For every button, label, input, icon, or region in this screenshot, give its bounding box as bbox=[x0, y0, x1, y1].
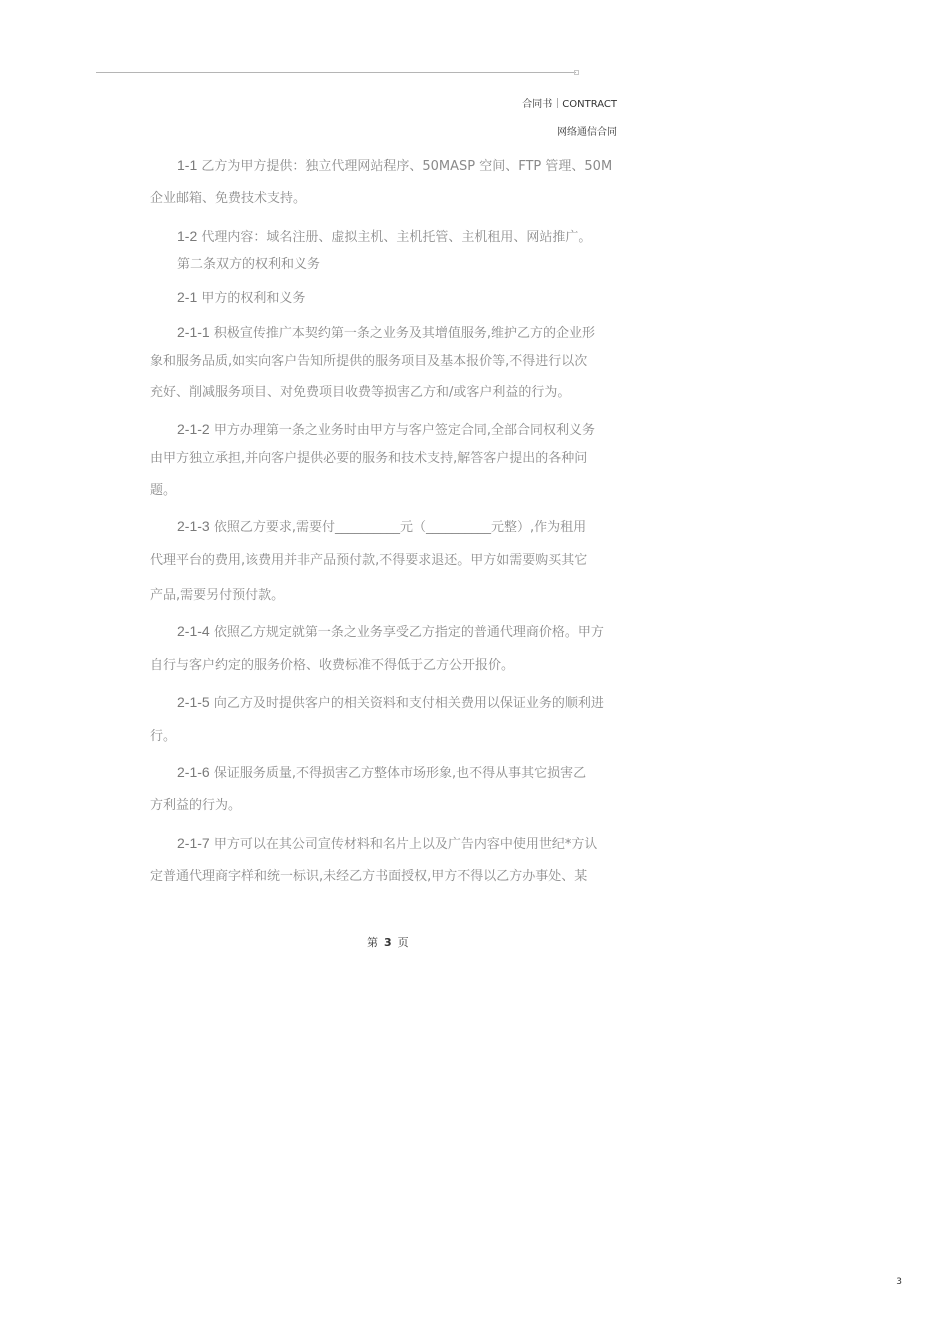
line-text: 依照乙方要求,需要付__________元（__________元整）,作为租用 bbox=[209, 520, 587, 535]
paragraph-line bbox=[150, 450, 587, 468]
clause-number: 2-1-2 bbox=[177, 421, 210, 437]
line-text: 产品,需要另付预付款。 bbox=[150, 588, 285, 603]
line-text: 代理内容：域名注册、虚拟主机、主机托管、主机租用、网站推广。 bbox=[197, 230, 592, 245]
paragraph-line bbox=[177, 763, 586, 783]
line-text: 甲方办理第一条之业务时由甲方与客户签定合同,全部合同权利义务 bbox=[209, 423, 595, 438]
paragraph-line bbox=[177, 834, 597, 854]
paragraph-line bbox=[150, 190, 306, 208]
paragraph-line bbox=[177, 420, 595, 440]
page-suffix: 页 bbox=[397, 936, 409, 949]
clause-number: 2-1-4 bbox=[177, 623, 210, 639]
line-text: 甲方的权利和义务 bbox=[197, 291, 306, 306]
clause-number: 2-1-3 bbox=[177, 518, 210, 534]
line-text: 定普通代理商字样和统一标识,未经乙方书面授权,甲方不得以乙方办事处、某 bbox=[150, 869, 588, 884]
clause-number: 2-1-7 bbox=[177, 835, 210, 851]
paragraph-line bbox=[177, 693, 604, 713]
page-number: 3 bbox=[384, 936, 392, 949]
clause-number: 2-1-1 bbox=[177, 324, 210, 340]
paragraph-line bbox=[150, 384, 570, 402]
paragraph-line bbox=[177, 156, 612, 176]
paragraph-line bbox=[177, 227, 591, 247]
line-text: 方利益的行为。 bbox=[150, 798, 242, 813]
line-text: 向乙方及时提供客户的相关资料和支付相关费用以保证业务的顺利进 bbox=[209, 696, 604, 711]
page-footer bbox=[367, 934, 409, 950]
paragraph-line bbox=[150, 868, 587, 886]
paragraph-line bbox=[177, 517, 586, 537]
line-text: 代理平台的费用,该费用并非产品预付款,不得要求退还。甲方如需要购买其它 bbox=[150, 553, 588, 568]
clause-number: 1-2 bbox=[177, 228, 198, 244]
paragraph-line bbox=[177, 323, 595, 343]
paragraph-line bbox=[150, 797, 241, 815]
line-text: 积极宣传推广本契约第一条之业务及其增值服务,维护乙方的企业形 bbox=[209, 326, 595, 341]
header-subtitle: 网络通信合同 bbox=[557, 127, 617, 138]
line-text: 题。 bbox=[150, 483, 177, 498]
paragraph-line bbox=[177, 622, 604, 642]
line-text: 依照乙方规定就第一条之业务享受乙方指定的普通代理商价格。甲方 bbox=[209, 625, 604, 640]
paragraph-line bbox=[177, 288, 305, 308]
line-text: 甲方可以在其公司宣传材料和名片上以及广告内容中使用世纪*方认 bbox=[209, 837, 598, 852]
line-text: 乙方为甲方提供：独立代理网站程序、50MASP 空间、FTP 管理、50M bbox=[197, 159, 613, 174]
line-text: 充好、削减服务项目、对免费项目收费等损害乙方和/或客户利益的行为。 bbox=[150, 385, 571, 400]
paragraph-line bbox=[150, 552, 587, 570]
clause-number: 2-1 bbox=[177, 289, 198, 305]
corner-page-number: 3 bbox=[896, 1277, 902, 1287]
paragraph-line bbox=[150, 657, 514, 675]
line-text: 第二条双方的权利和义务 bbox=[177, 257, 321, 272]
header-rule-end-mark bbox=[574, 70, 579, 75]
paragraph-line bbox=[150, 587, 284, 605]
header-title: 合同书｜CONTRACT bbox=[522, 99, 617, 110]
clause-number: 2-1-6 bbox=[177, 764, 210, 780]
line-text: 自行与客户约定的服务价格、收费标准不得低于乙方公开报价。 bbox=[150, 658, 515, 673]
clause-number: 1-1 bbox=[177, 157, 198, 173]
section-heading bbox=[177, 256, 320, 274]
header-rule bbox=[96, 72, 576, 73]
paragraph-line bbox=[150, 728, 176, 746]
page-prefix: 第 bbox=[367, 936, 378, 949]
line-text: 由甲方独立承担,并向客户提供必要的服务和技术支持,解答客户提出的各种问 bbox=[150, 451, 588, 466]
line-text: 行。 bbox=[150, 729, 177, 744]
paragraph-line bbox=[150, 353, 587, 371]
line-text: 象和服务品质,如实向客户告知所提供的服务项目及基本报价等,不得进行以次 bbox=[150, 354, 588, 369]
line-text: 保证服务质量,不得损害乙方整体市场形象,也不得从事其它损害乙 bbox=[209, 766, 587, 781]
clause-number: 2-1-5 bbox=[177, 694, 210, 710]
line-text: 企业邮箱、免费技术支持。 bbox=[150, 191, 307, 206]
paragraph-line bbox=[150, 482, 176, 500]
